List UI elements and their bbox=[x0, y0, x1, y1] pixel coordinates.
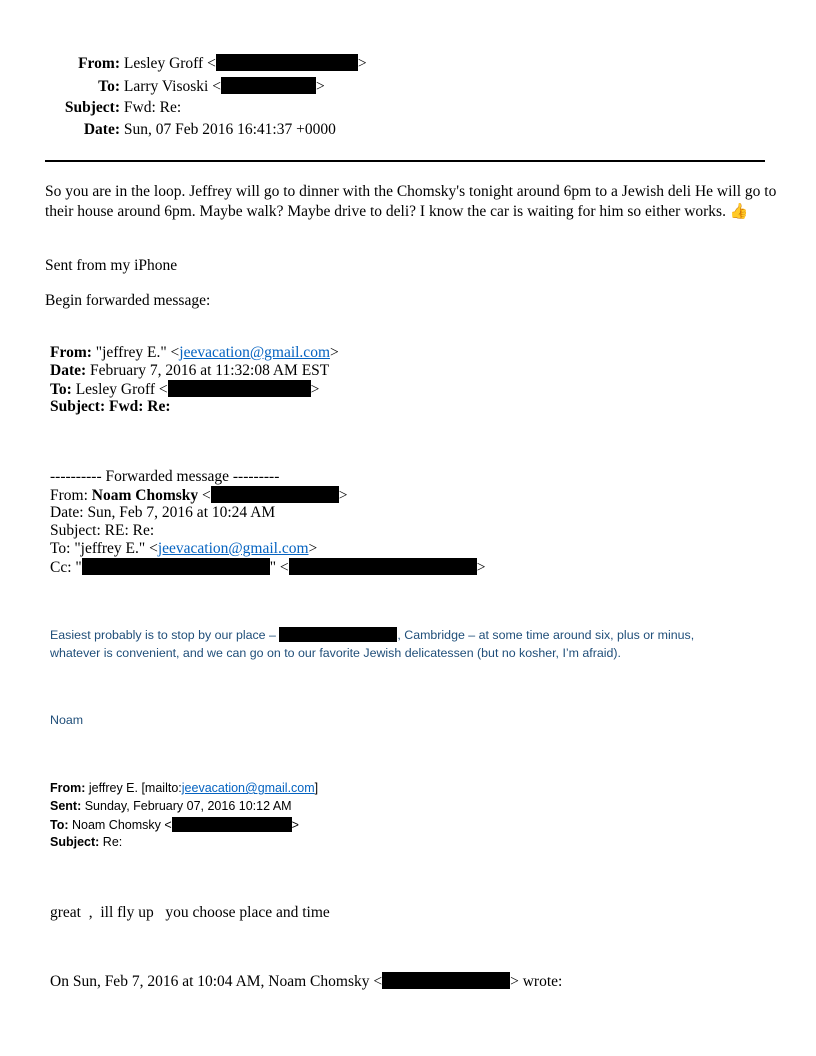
fwd1-from-label: From: bbox=[50, 344, 92, 361]
fwd2-from-open: < bbox=[198, 487, 211, 504]
reply-line1-post: , Cambridge – at some time around six, plus or minus, bbox=[397, 628, 695, 642]
header-subject-row bbox=[60, 99, 181, 117]
message-body bbox=[45, 182, 780, 221]
last-message: great , ill fly up you choose place and time bbox=[50, 904, 330, 921]
header-date-value: Sun, 07 Feb 2016 16:41:37 +0000 bbox=[123, 121, 336, 138]
fwd1-to-post: > bbox=[310, 381, 320, 398]
quote-pre: On Sun, Feb 7, 2016 at 10:04 AM, Noam Chomsky < bbox=[50, 973, 383, 990]
fwd2-from-close: > bbox=[338, 487, 348, 504]
orig-from-label: From: bbox=[50, 781, 86, 795]
fwd1-from-row bbox=[50, 344, 339, 362]
signature: Sent from my iPhone bbox=[45, 257, 178, 274]
reply-signature: Noam bbox=[50, 713, 84, 727]
header-to-row bbox=[60, 77, 325, 96]
header-date-row bbox=[60, 121, 336, 139]
orig-to-post: > bbox=[291, 818, 299, 832]
fwd1-to-pre: Lesley Groff < bbox=[75, 381, 168, 398]
orig-from-pre: jeffrey E. [mailto: bbox=[85, 781, 182, 795]
header-to-name: Larry Visoski < bbox=[123, 78, 221, 95]
fwd1-subject-row bbox=[50, 398, 171, 416]
reply-line-1 bbox=[50, 627, 694, 642]
redaction-box bbox=[168, 380, 311, 397]
header-subject-label: Subject: bbox=[64, 99, 120, 116]
reply-line1-pre: Easiest probably is to stop by our place – bbox=[50, 628, 280, 642]
redaction-box bbox=[382, 972, 510, 989]
fwd2-to-pre: To: "jeffrey E." < bbox=[50, 540, 158, 557]
orig-sent-row bbox=[50, 799, 292, 813]
redaction-box bbox=[279, 627, 397, 642]
fwd2-cc-pre: Cc: " bbox=[50, 559, 82, 576]
header-from-label: From: bbox=[78, 55, 120, 72]
orig-to-label: To: bbox=[50, 818, 69, 832]
fwd1-date-value: February 7, 2016 at 11:32:08 AM EST bbox=[90, 362, 330, 379]
fwd2-to-email-link[interactable]: jeevacation@gmail.com bbox=[157, 540, 309, 557]
fwd2-date-row: Date: Sun, Feb 7, 2016 at 10:24 AM bbox=[50, 504, 276, 521]
forward-intro: Begin forwarded message: bbox=[45, 292, 211, 309]
reply-line-2: whatever is convenient, and we can go on to our favorite Jewish delicatessen (but no kosher, I’m afraid). bbox=[50, 646, 621, 660]
fwd2-to-post: > bbox=[308, 540, 318, 557]
orig-subject-label: Subject: bbox=[50, 835, 100, 849]
orig-sent-value: Sunday, February 07, 2016 10:12 AM bbox=[81, 799, 292, 813]
fwd2-cc-post: > bbox=[476, 559, 486, 576]
fwd2-from-row bbox=[50, 486, 348, 505]
fwd1-to-row bbox=[50, 380, 319, 399]
fwd2-subject-row: Subject: RE: Re: bbox=[50, 522, 155, 539]
redaction-box bbox=[216, 54, 358, 71]
redaction-box bbox=[289, 558, 477, 575]
quote-post: > wrote: bbox=[510, 973, 563, 990]
orig-subject-value: Re: bbox=[99, 835, 123, 849]
quote-attribution bbox=[50, 972, 562, 991]
fwd2-from-prefix: From: bbox=[50, 487, 92, 504]
header-to-close: > bbox=[315, 78, 325, 95]
fwd1-subject-label: Subject: Fwd: Re: bbox=[50, 398, 171, 415]
orig-sent-label: Sent: bbox=[50, 799, 82, 813]
orig-subject-row bbox=[50, 835, 122, 849]
fwd2-cc-mid: " < bbox=[269, 559, 289, 576]
header-from-close: > bbox=[357, 55, 367, 72]
header-date-label: Date: bbox=[83, 121, 120, 138]
fwd1-date-label: Date: bbox=[50, 362, 87, 379]
message-paragraph: So you are in the loop. Jeffrey will go to dinner with the Chomsky's tonight around 6pm to a Jewish deli He will go to their house around 6pm. Maybe walk? Maybe drive to deli? I know the car is waiting for him so either works. bbox=[45, 183, 777, 220]
redaction-box bbox=[221, 77, 316, 94]
fwd2-separator: ---------- Forwarded message --------- bbox=[50, 468, 280, 485]
fwd2-cc-row bbox=[50, 558, 485, 577]
redaction-box bbox=[211, 486, 339, 503]
header-from-name: Lesley Groff < bbox=[123, 55, 216, 72]
fwd2-from-name: Noam Chomsky bbox=[91, 487, 199, 504]
fwd1-date-row bbox=[50, 362, 329, 380]
orig-to-pre: Noam Chomsky < bbox=[68, 818, 172, 832]
redaction-box bbox=[82, 558, 270, 575]
fwd2-to-row bbox=[50, 540, 317, 558]
fwd1-from-email-link[interactable]: jeevacation@gmail.com bbox=[179, 344, 330, 361]
fwd1-from-post: > bbox=[330, 344, 339, 361]
header-to-label: To: bbox=[98, 78, 120, 95]
header-from-row bbox=[60, 54, 367, 73]
orig-from-row bbox=[50, 781, 318, 795]
redaction-box bbox=[172, 817, 292, 832]
fwd1-to-label: To: bbox=[50, 381, 72, 398]
header-divider bbox=[45, 160, 765, 162]
orig-from-email-link[interactable]: jeevacation@gmail.com bbox=[181, 781, 315, 795]
orig-to-row bbox=[50, 817, 299, 832]
thumbs-up-icon: 👍 bbox=[729, 201, 749, 220]
orig-from-post: ] bbox=[314, 781, 319, 795]
fwd1-from-pre: "jeffrey E." < bbox=[95, 344, 180, 361]
header-subject-value: Fwd: Re: bbox=[123, 99, 182, 116]
